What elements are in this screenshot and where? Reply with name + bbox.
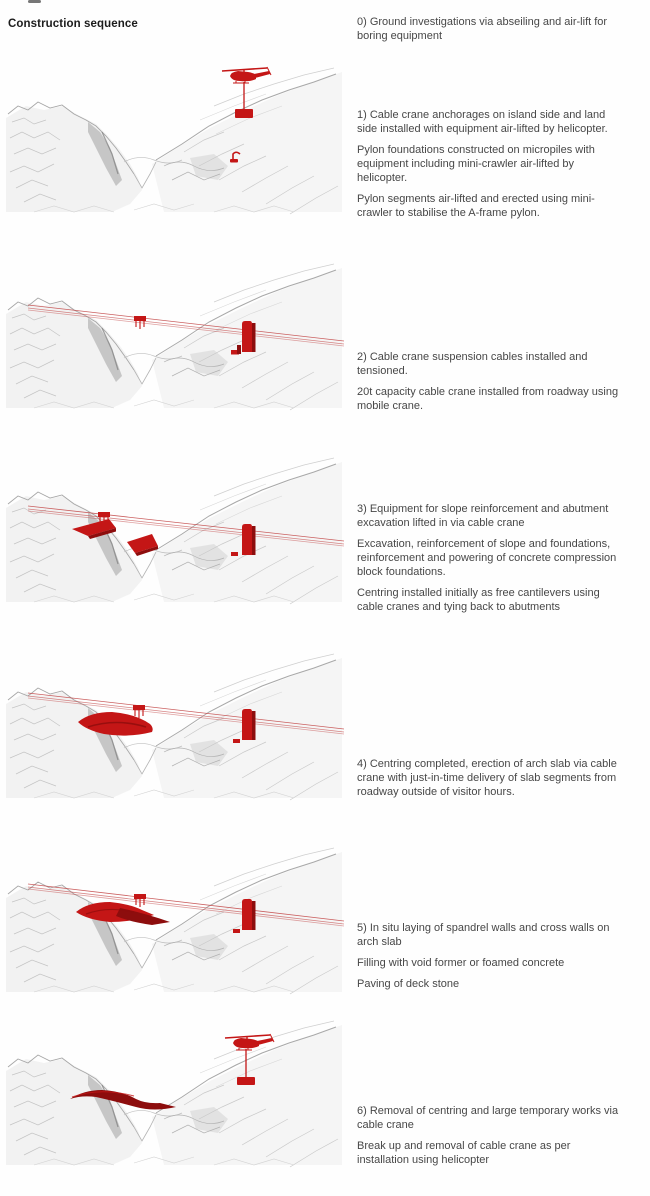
step-paragraph: 20t capacity cable crane installed from roadway using mobile crane.: [357, 386, 619, 412]
step-3-text: [357, 502, 625, 621]
spandrel-walls-sketch: [4, 842, 344, 1002]
scan-artifact: [28, 0, 41, 3]
illustration-step-1: [4, 62, 344, 222]
arch-slab-erection-sketch: [4, 648, 344, 808]
step-paragraph: Pylon foundations constructed on micropiles with equipment including mini-crawler air-lifted by helicopter.: [357, 144, 595, 184]
step-paragraph: Break up and removal of cable crane as per installation using helicopter: [357, 1140, 571, 1166]
step-5-text: [357, 921, 625, 998]
a-frame-pylon-icon: [242, 321, 256, 352]
a-frame-pylon-icon: [242, 524, 256, 555]
step-paragraph: Pylon segments air-lifted and erected using mini-crawler to stabilise the A-frame pylon.: [357, 193, 595, 219]
step-paragraph: Centring installed initially as free cantilevers using cable cranes and tying back to abutments: [357, 587, 600, 613]
step-paragraph: 3) Equipment for slope reinforcement and abutment excavation lifted in via cable crane: [357, 503, 609, 529]
step-paragraph: Filling with void former or foamed concrete: [357, 957, 565, 969]
step-6-text: [357, 1104, 625, 1174]
step-paragraph: 0) Ground investigations via abseiling and air-lift for boring equipment: [357, 16, 608, 42]
illustration-step-4: [4, 648, 344, 808]
illustration-step-3: [4, 452, 344, 612]
step-paragraph: Paving of deck stone: [357, 978, 460, 990]
step-paragraph: 2) Cable crane suspension cables installed and tensioned.: [357, 351, 588, 377]
step-paragraph: 5) In situ laying of spandrel walls and cross walls on arch slab: [357, 922, 610, 948]
cable-crane-component-load: [237, 1077, 255, 1085]
step-4-text: [357, 757, 625, 806]
a-frame-pylon-icon: [242, 899, 256, 930]
helicopter-airlift-sketch: [4, 62, 344, 222]
step-paragraph: 1) Cable crane anchorages on island side and land side installed with equipment air-lifted by helicopter.: [357, 109, 608, 135]
airlifted-equipment-load: [235, 109, 253, 118]
illustration-step-2: [4, 258, 344, 418]
step-2-text: [357, 350, 625, 420]
cable-crane-trolley-icon: [133, 705, 145, 718]
step-paragraph: Excavation, reinforcement of slope and foundations, reinforcement and powering of concrete compression block foundations.: [357, 538, 617, 578]
illustration-step-5: [4, 842, 344, 1002]
a-frame-pylon-icon: [242, 709, 256, 740]
step-paragraph: 6) Removal of centring and large temporary works via cable crane: [357, 1105, 619, 1131]
cable-crane-pylon-sketch: [4, 258, 344, 418]
mid-centring-segment: [127, 534, 158, 556]
helicopter-icon: [225, 1034, 274, 1050]
page-title: Construction sequence: [8, 18, 138, 30]
pylon-base-block: [231, 552, 238, 556]
cable-crane-trolley-icon: [134, 316, 146, 329]
completed-arch-helicopter-sketch: [4, 1015, 344, 1175]
step-1-text: [357, 108, 625, 227]
cable-crane-trolley-icon: [134, 894, 146, 907]
pylon-base-block: [233, 929, 240, 933]
abutment-centring-sketch: [4, 452, 344, 612]
helicopter-icon: [222, 67, 271, 83]
illustration-step-6: [4, 1015, 344, 1175]
step-0-text: [357, 15, 625, 50]
pylon-base-block: [233, 739, 240, 743]
step-paragraph: 4) Centring completed, erection of arch slab via cable crane with just-in-time delivery of slab segments from roadway outside of visitor hours.: [357, 758, 617, 798]
